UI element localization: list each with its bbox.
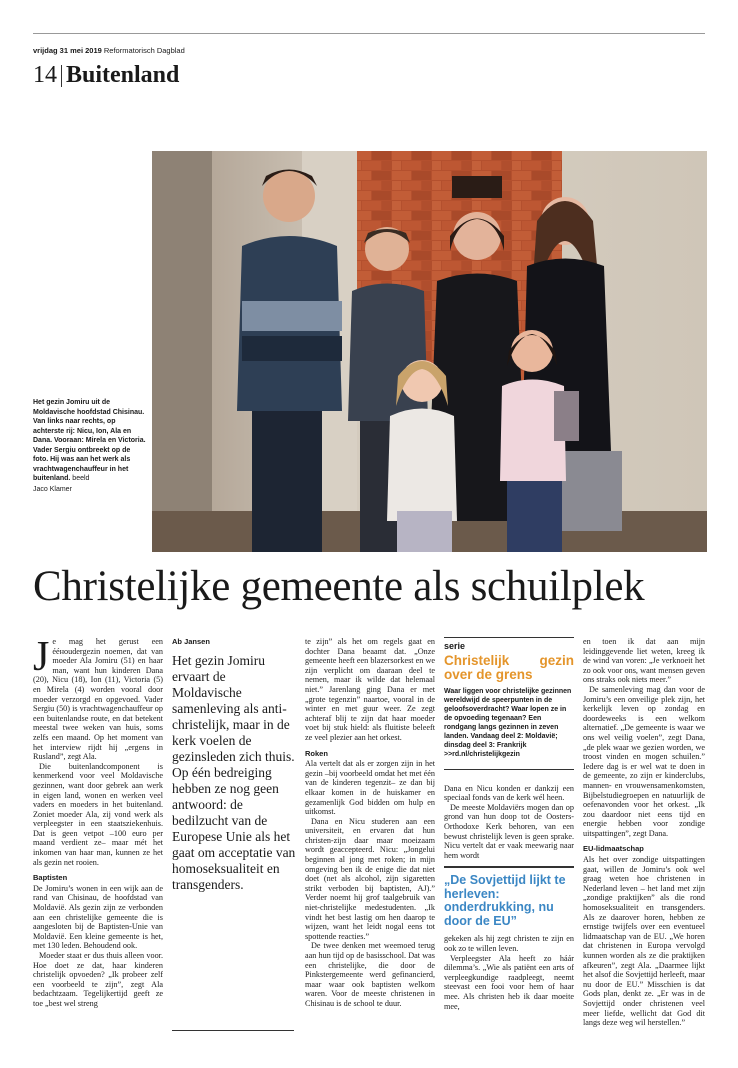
series-box	[444, 637, 574, 770]
paragraph: gekeken als hij zegt christen te zijn en ook zo te willen leven.	[444, 934, 574, 953]
section-header	[33, 62, 179, 89]
pull-quote	[444, 866, 574, 928]
article-headline: Christelijke gemeente als schuilplek	[33, 563, 645, 610]
article-column-3	[305, 637, 435, 1009]
series-text: Waar liggen voor christelijke gezinnen wereldwijd de speerpunten in de geloofsoverdracht? Waar lopen ze in de opvoeding tegenaan? Een rondgang langs gezinnen in zeven landen. Vandaag deel 2: Moldavië; dinsdag deel 3: Frankrijk	[444, 687, 572, 749]
paragraph: De samenleving mag dan voor de Jomiru’s een onveilige plek zijn, het kerkelijk leven op zondag en doordeweeks is een welkom alternatief. „De gemeente is waar we ons wel veilig voelen”, zegt Dana, „de plek waar we gezien worden, we troost vinden en mogen schuilen.” Iedere dag is er wel wat te doen in de gemeente, zo zijn er kinderclubs, mannen- en vrouwensamenkomsten, Bijbelstudiegroepen en natuurlijk de oefenavonden voor het orkest. „Ik zou daardoor niet eens tijd en energie hebben voor zondige uitspattingen”, zegt Dana.	[583, 684, 705, 838]
paper-name: Reformatorisch Dagblad	[103, 46, 185, 55]
series-label: serie	[444, 641, 466, 651]
paragraph-text: e mag het gerust een ééноudergezin noemen, dat van moeder Ala Jomiru (51) en haar man, want hun kinderen Dana (20), Nicu (18), Ion (11), Victoria (5) en Mirela (4) worden vooral door moeder verzorgd en opgevoed. Vader Sergiu (50) is vrachtwagenchauffeur op een buitenlandse route, en dat betekent meestal twee weken van huis, soms zelfs een maand. Op het moment van het interview rijdt hij „ergens in Rusland”, zegt Ala.	[33, 637, 163, 762]
paragraph: Als het over zondige uitspattingen gaat, willen de Jomiru’s ook wel graag weten hoe christenen in Nederland leven – het land met zijn „zondige praktijken” als die rond homoseksualiteit en transgenders. Als ze daarover horen, hebben ze ernstige twijfels over een eventueel lidmaatschap van de EU. „We horen dat christenen in Europa vervolgd kunnen worden als ze die praktijken afkeuren”, zegt Ala. „Daarmee lijkt het alsof die Sovjettijd herleeft, maar nu door de EU.” Misschien is dat Gods plan, denkt ze. „Er was in de Sovjettijd onder christenen veel meer liefde, wellicht dat God dit langs deze weg wil herstellen.”	[583, 855, 705, 1028]
family-photo	[152, 151, 707, 552]
paragraph: en toen ik dat aan mijn leidinggevende liet weten, kreeg ik de wind van voren: „Je verknoeit het zo ook voor ons, want mensen geven ons straks ook niets meer.”	[583, 637, 705, 685]
dropcap: J	[33, 634, 50, 680]
paragraph: Dana en Nicu studeren aan een universiteit, en ervaren dat hun christen-zijn daar maar moeizaam wordt geaccepteerd. Nicu: „Jongelui beginnen al jong met roken; in mijn omgeving ben ik de enige die dat niet doet (net als alcohol, zijn sigaretten strikt verboden bij baptisten, AJ).” Verder noemt hij grof taalgebruik van niet-christelijke medestudenten. „Ik vindt het best lastig om hen daarop te wijzen, want het leidt nogal eens tot spottende reacties.”	[305, 816, 435, 941]
article-intro: Het gezin Jomiru ervaart de Moldavische samenleving als anti-christelijk, maar in de kerk voelen de gezinsleden zich thuis. Op één bedreiging hebben ze nog geen antwoord: de bedilzucht van de Europese Unie als het gaat om acceptatie van homoseksualiteit en transgenders.	[172, 652, 296, 892]
article-column-1	[33, 634, 163, 1009]
section-divider	[61, 65, 62, 87]
article-column-2	[172, 637, 297, 893]
family-photo-icon	[152, 151, 707, 552]
paragraph: Moeder staat er dus thuis alleen voor. Hoe doet ze dat, haar kinderen christelijk opvoeden? „Ik probeer zelf een voorbeeld te zijn”, zegt Ala bedachtzaam. Tegelijkertijd geeft ze toe „best wel streng	[33, 951, 163, 1008]
paragraph: De meeste Moldaviërs mogen dan op grond van hun doop tot de Oosters-Orthodoxe Kerk behoren, van een bewust christelijk leven is geen sprake. Nicu vertelt dat er vaak meewarig naar hem wordt	[444, 802, 574, 860]
paragraph: Dana en Nicu konden er dankzij een speciaal fonds van de kerk wél heen.	[444, 783, 574, 803]
photographer-name: Jaco Klamer	[33, 485, 72, 493]
masthead	[33, 33, 705, 55]
section-name: Buitenland	[66, 62, 180, 88]
page-number: 14	[33, 62, 57, 88]
article-column-5	[583, 637, 705, 1028]
series-title: Christelijk gezin over de grens	[444, 652, 574, 682]
article-column-4	[444, 637, 574, 1011]
paragraph: De Jomiru’s wonen in een wijk aan de rand van Chisinau, de hoofdstad van Moldavië. Als gezin zijn ze verbonden aan een christelijke gemeente die is aangesloten bij de Baptisten-Unie van Moldavië. Een kleine gemeente is het, met 130 leden. Behoudend ook.	[33, 883, 163, 951]
pull-quote-text: „De Sovjettijd lijkt te herleven: onderdrukking, nu door de EU”	[444, 873, 566, 928]
paragraph: Verpleegster Ala heeft zo háár dilemma’s. „Wie als patiënt een arts of verpleegkundige raadpleegt, neemt steevast een fooi voor hem of haar mee. Als christen heb ik daar moeite mee,	[444, 953, 574, 1011]
photo-credit-label: beeld	[72, 475, 90, 482]
subheading: EU-lidmaatschap	[583, 844, 644, 854]
series-rule	[444, 769, 574, 770]
subheading: Baptisten	[33, 873, 68, 883]
dateline	[33, 46, 185, 55]
paragraph	[33, 634, 163, 762]
series-link[interactable]: >>rd.nl/christelijkgezin	[444, 750, 520, 758]
column-rule	[172, 1030, 294, 1031]
caption-text: Het gezin Jomiru uit de Moldavische hoofdstad Chisinau. Van links naar rechts, op achterste rij: Nicu, Ion, Ala en Dana. Vooraan: Mirela en Victoria. Vader Sergiu ontbreekt op de foto. Hij was aan het werk als vrachtwagenchauffeur in het buitenland.	[33, 399, 146, 482]
paragraph: Die buitenlandcomponent is kenmerkend voor veel Moldavische gezinnen, want door gebrek aan werk in eigen land, wonen en werken veel vaders en moeders in het buitenland. Zoniet moeder Ala, zij vond werk als verpleegster in een staatsziekenhuis. Dat is geen vetpot –100 euro per maand verdient ze– maar mét het inkomen van haar man, kunnen ze het als gezin net rooien.	[33, 761, 163, 867]
paragraph: De twee denken met weemoed terug aan hun tijd op de basisschool. Dat was een christelijke, die door de Pinkstergemeente werd gefinancierd, maar waar ook baptisten welkom waren. Voor de meeste christenen in Chisinau is de school te duur.	[305, 941, 435, 1008]
paragraph: te zijn” als het om regels gaat en dochter Dana beaamt dat. „Onze gemeente heeft een blazersorkest en we zijn verplicht om daaraan deel te nemen, maar ik wilde dat helemaal niet.” Jarenlang ging Dana er met „grote tegenzin” naartoe, vooral in de winter en met guur weer. Ze zegt achteraf blij te zijn dat haar moeder voet bij stuk hield: als fluitiste beleeft ze veel plezier aan het orkest.	[305, 637, 435, 742]
author-byline: Ab Jansen	[172, 637, 210, 646]
issue-date: vrijdag 31 mei 2019	[33, 46, 102, 55]
paragraph: Ala vertelt dat als er zorgen zijn in het gezin –bij voorbeeld omdat het met één van de kinderen tegenzit– ze dan bij elkaar komen in de huiskamer en gezamenlijk God bidden om hulp en uitkomst.	[305, 759, 435, 817]
photo-caption	[33, 398, 146, 494]
subheading: Roken	[305, 748, 328, 758]
